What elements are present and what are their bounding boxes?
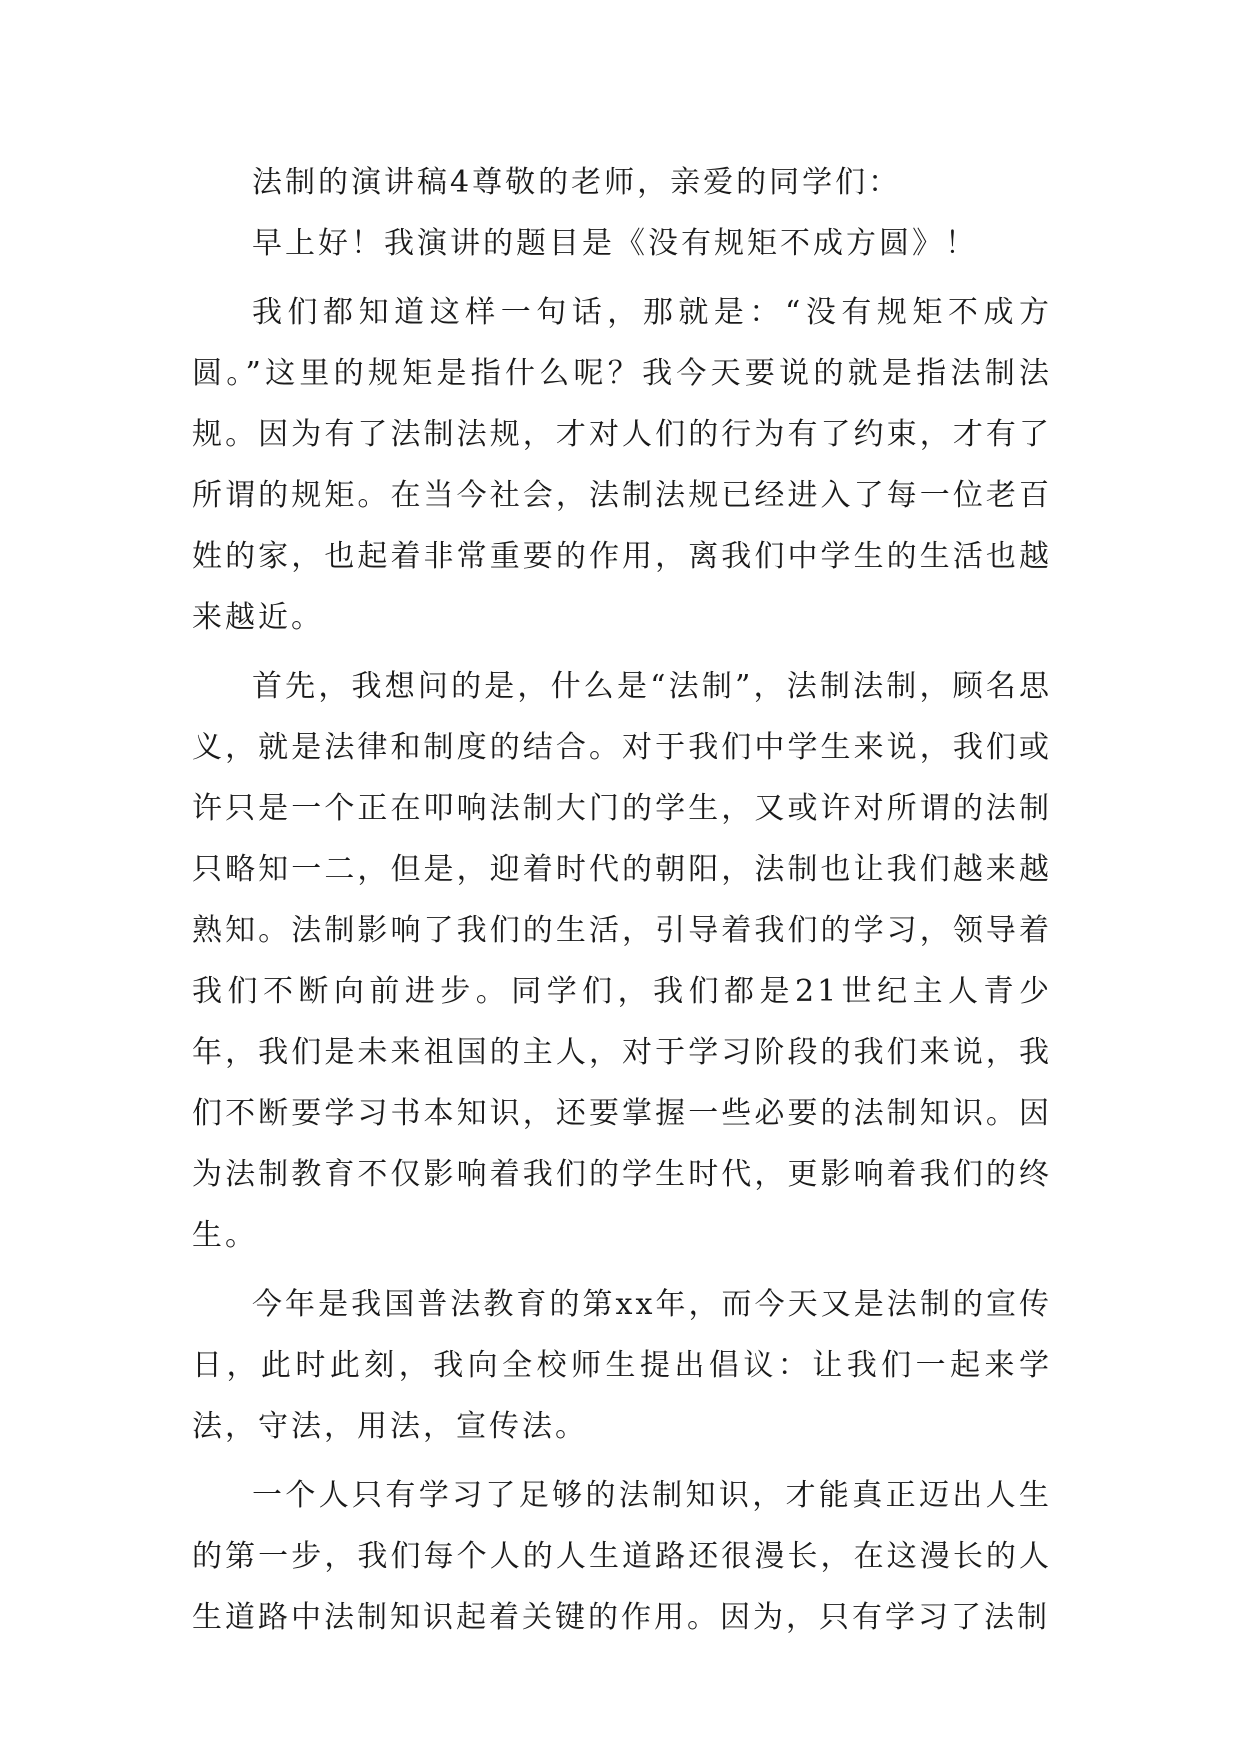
paragraph-opening: 早上好！我演讲的题目是《没有规矩不成方圆》！ (252, 226, 978, 261)
paragraph-what-is-law: 首先，我想问的是，什么是“法制”，法制法制，顾名思义，就是法律和制度的结合。对于我们中学生来说，我们或许只是一个正在叩响法制大门的学生，又或许对所谓的法制只略知一二，但是，迎着时代的朝阳，法制也让我们越来越熟知。法制影响了我们的生活，引导着我们的学习，领导着我们不断向前进步。同学们，我们都是21世纪主人青少年，我们是未来祖国的主人，对于学习阶段的我们来说，我们不断要学习书本知识，还要掌握一些必要的法制知识。因为法制教育不仅影响着我们的学生时代，更影响着我们的终生。 (192, 669, 1052, 1253)
paragraph-rules-intro: 我们都知道这样一句话，那就是：“没有规矩不成方圆。”这里的规矩是指什么呢？我今天要说的就是指法制法规。因为有了法制法规，才对人们的行为有了约束，才有了所谓的规矩。在当今社会，法制法规已经进入了每一位老百姓的家，也起着非常重要的作用，离我们中学生的生活也越来越近。 (192, 295, 1052, 635)
paragraph-life-path: 一个人只有学习了足够的法制知识，才能真正迈出人生的第一步，我们每个人的人生道路还很漫长，在这漫长的人生道路中法制知识起着关键的作用。因为，只有学习了法制 (192, 1478, 1052, 1635)
paragraph-title-greeting: 法制的演讲稿4尊敬的老师，亲爱的同学们： (252, 165, 902, 200)
document-body (192, 152, 1052, 1648)
paragraph-proposal: 今年是我国普法教育的第xx年，而今天又是法制的宣传日，此时此刻，我向全校师生提出倡议：让我们一起来学法，守法，用法，宣传法。 (192, 1287, 1052, 1444)
